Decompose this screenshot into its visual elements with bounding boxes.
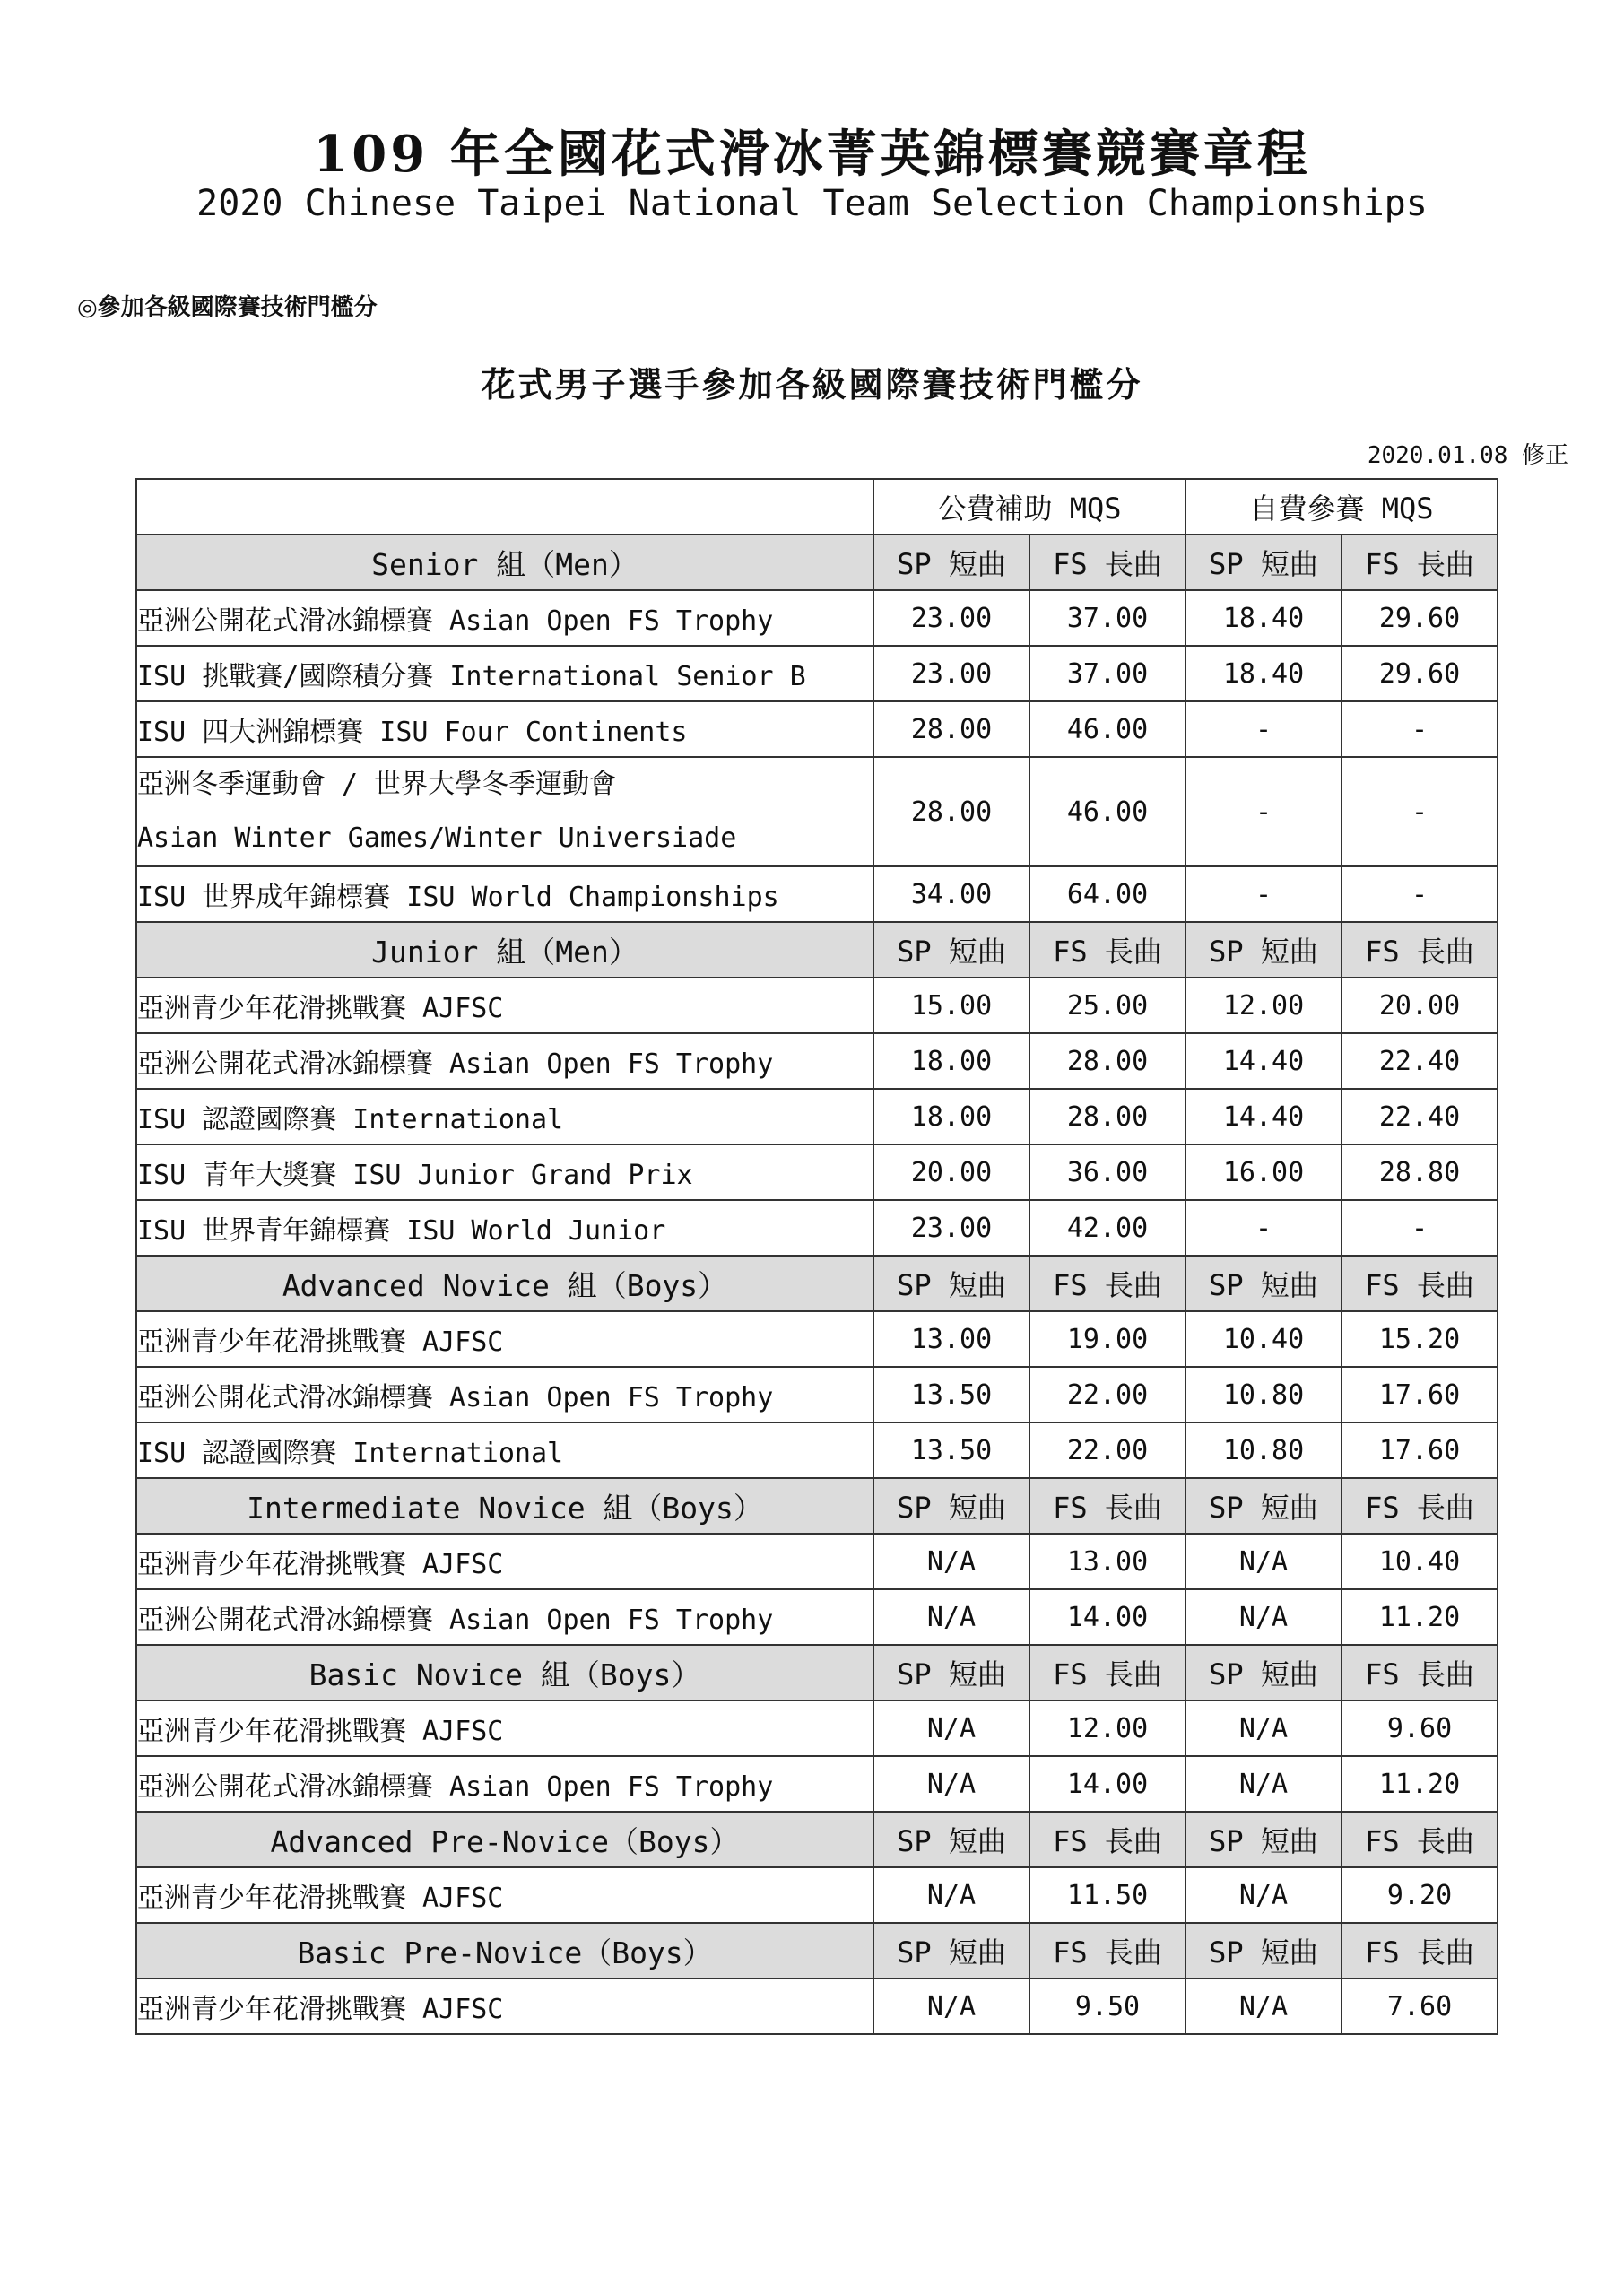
fs-self-value: 7.60 [1342,1979,1498,2034]
sp-self-value: N/A [1185,1589,1342,1645]
fs-self-value: - [1342,866,1498,922]
fs-self-value: 22.40 [1342,1033,1498,1089]
sp-public-value: 18.00 [873,1033,1029,1089]
fs-self-value: - [1342,701,1498,757]
fs-public-value: 42.00 [1029,1200,1185,1256]
category-header-row [136,1256,1498,1311]
sp-self-value: - [1185,701,1342,757]
fs-public-value: 14.00 [1029,1756,1185,1812]
event-name-cell [136,757,873,866]
category-header-row [136,922,1498,978]
sp-public-value: 23.00 [873,646,1029,701]
col-sp-public-header: SP 短曲 [873,1923,1029,1979]
fs-public-value: 12.00 [1029,1700,1185,1756]
event-name-cell: ISU 世界青年錦標賽 ISU World Junior [136,1200,873,1256]
fs-public-value: 37.00 [1029,646,1185,701]
event-name-cell: 亞洲青少年花滑挑戰賽 AJFSC [136,1700,873,1756]
category-name: Senior 組（Men） [136,535,873,590]
sp-public-value: 13.00 [873,1311,1029,1367]
col-sp-public-header: SP 短曲 [873,1812,1029,1867]
table-row [136,646,1498,701]
sp-public-value: 23.00 [873,1200,1029,1256]
sp-self-value: 10.40 [1185,1311,1342,1367]
col-fs-self-header: FS 長曲 [1342,1812,1498,1867]
mqs-table [135,478,1498,2035]
document-title-en: 2020 Chinese Taipei National Team Selection Championships [196,183,1428,224]
table-subtitle: 花式男子選手參加各級國際賽技術門檻分 [481,364,1143,404]
event-name-cell: 亞洲公開花式滑冰錦標賽 Asian Open FS Trophy [136,590,873,646]
sp-self-value: N/A [1185,1534,1342,1589]
fs-self-value: 29.60 [1342,646,1498,701]
fs-self-value: - [1342,757,1498,866]
self-funded-mqs-header: 自費參賽 MQS [1185,479,1498,535]
fs-self-value: 17.60 [1342,1422,1498,1478]
event-name-cell: ISU 認證國際賽 International [136,1422,873,1478]
col-sp-self-header: SP 短曲 [1185,535,1342,590]
table-row [136,757,1498,866]
category-header-row [136,1812,1498,1867]
sp-public-value: 13.50 [873,1367,1029,1422]
table-row [136,1534,1498,1589]
event-name-cell: ISU 四大洲錦標賽 ISU Four Continents [136,701,873,757]
event-name-cell: 亞洲青少年花滑挑戰賽 AJFSC [136,1534,873,1589]
category-header-row [136,1478,1498,1534]
col-sp-public-header: SP 短曲 [873,1256,1029,1311]
sp-self-value: N/A [1185,1756,1342,1812]
category-name: Basic Novice 組（Boys） [136,1645,873,1700]
col-sp-self-header: SP 短曲 [1185,1923,1342,1979]
event-name-cell: 亞洲青少年花滑挑戰賽 AJFSC [136,978,873,1033]
col-fs-public-header: FS 長曲 [1029,1812,1185,1867]
fs-self-value: 11.20 [1342,1589,1498,1645]
table-row [136,1144,1498,1200]
table-row [136,1311,1498,1367]
col-fs-self-header: FS 長曲 [1342,535,1498,590]
sp-self-value: N/A [1185,1979,1342,2034]
event-name-cell: 亞洲青少年花滑挑戰賽 AJFSC [136,1979,873,2034]
fs-self-value: 11.20 [1342,1756,1498,1812]
sp-self-value: 16.00 [1185,1144,1342,1200]
col-fs-public-header: FS 長曲 [1029,922,1185,978]
sp-self-value: 12.00 [1185,978,1342,1033]
col-fs-self-header: FS 長曲 [1342,1645,1498,1700]
fs-public-value: 14.00 [1029,1589,1185,1645]
fs-public-value: 37.00 [1029,590,1185,646]
col-fs-self-header: FS 長曲 [1342,1923,1498,1979]
sp-public-value: 15.00 [873,978,1029,1033]
sp-self-value: 18.40 [1185,646,1342,701]
category-header-row [136,535,1498,590]
fs-self-value: 17.60 [1342,1367,1498,1422]
col-sp-public-header: SP 短曲 [873,1478,1029,1534]
sp-public-value: 23.00 [873,590,1029,646]
sp-public-value: N/A [873,1756,1029,1812]
table-row [136,1033,1498,1089]
col-sp-self-header: SP 短曲 [1185,922,1342,978]
category-name: Basic Pre-Novice（Boys） [136,1923,873,1979]
fs-public-value: 22.00 [1029,1367,1185,1422]
table-row [136,1756,1498,1812]
col-sp-public-header: SP 短曲 [873,922,1029,978]
sp-self-value: 14.40 [1185,1089,1342,1144]
fs-public-value: 28.00 [1029,1089,1185,1144]
fs-self-value: 9.20 [1342,1867,1498,1923]
event-name-cell: ISU 青年大獎賽 ISU Junior Grand Prix [136,1144,873,1200]
sp-public-value: N/A [873,1589,1029,1645]
table-group-header-row [136,479,1498,535]
event-name-cell: 亞洲青少年花滑挑戰賽 AJFSC [136,1867,873,1923]
col-fs-public-header: FS 長曲 [1029,535,1185,590]
table-row [136,1422,1498,1478]
fs-public-value: 36.00 [1029,1144,1185,1200]
fs-public-value: 11.50 [1029,1867,1185,1923]
event-name-cell: ISU 認證國際賽 International [136,1089,873,1144]
col-fs-self-header: FS 長曲 [1342,1256,1498,1311]
event-name-cell: ISU 世界成年錦標賽 ISU World Championships [136,866,873,922]
table-row [136,1979,1498,2034]
category-name: Advanced Pre-Novice（Boys） [136,1812,873,1867]
table-row [136,590,1498,646]
col-fs-public-header: FS 長曲 [1029,1256,1185,1311]
fs-self-value: 10.40 [1342,1534,1498,1589]
sp-public-value: N/A [873,1979,1029,2034]
sp-public-value: N/A [873,1534,1029,1589]
fs-public-value: 22.00 [1029,1422,1185,1478]
sp-self-value: N/A [1185,1867,1342,1923]
table-row [136,1700,1498,1756]
sp-self-value: 10.80 [1185,1422,1342,1478]
event-name-cell: 亞洲公開花式滑冰錦標賽 Asian Open FS Trophy [136,1589,873,1645]
table-row [136,1367,1498,1422]
col-sp-public-header: SP 短曲 [873,535,1029,590]
fs-public-value: 9.50 [1029,1979,1185,2034]
table-row [136,1589,1498,1645]
table-row [136,1867,1498,1923]
col-sp-public-header: SP 短曲 [873,1645,1029,1700]
sp-self-value: 14.40 [1185,1033,1342,1089]
col-sp-self-header: SP 短曲 [1185,1645,1342,1700]
fs-self-value: 29.60 [1342,590,1498,646]
fs-public-value: 19.00 [1029,1311,1185,1367]
empty-header-cell [136,479,873,535]
category-name: Junior 組（Men） [136,922,873,978]
sp-self-value: 18.40 [1185,590,1342,646]
event-name-cell: 亞洲公開花式滑冰錦標賽 Asian Open FS Trophy [136,1756,873,1812]
col-fs-public-header: FS 長曲 [1029,1645,1185,1700]
sp-self-value: 10.80 [1185,1367,1342,1422]
col-sp-self-header: SP 短曲 [1185,1812,1342,1867]
fs-self-value: 9.60 [1342,1700,1498,1756]
col-fs-public-header: FS 長曲 [1029,1478,1185,1534]
sp-self-value: - [1185,866,1342,922]
fs-self-value: 28.80 [1342,1144,1498,1200]
sp-public-value: 20.00 [873,1144,1029,1200]
col-sp-self-header: SP 短曲 [1185,1256,1342,1311]
category-header-row [136,1645,1498,1700]
table-row [136,701,1498,757]
table-row [136,1200,1498,1256]
sp-public-value: N/A [873,1867,1029,1923]
event-name-line: Asian Winter Games/Winter Universiade [137,822,737,854]
event-name-cell: 亞洲公開花式滑冰錦標賽 Asian Open FS Trophy [136,1033,873,1089]
col-fs-public-header: FS 長曲 [1029,1923,1185,1979]
event-name-cell: 亞洲公開花式滑冰錦標賽 Asian Open FS Trophy [136,1367,873,1422]
document-title-zh: 109 年全國花式滑冰菁英錦標賽競賽章程 [313,125,1311,184]
sp-self-value: - [1185,1200,1342,1256]
fs-self-value: 22.40 [1342,1089,1498,1144]
category-header-row [136,1923,1498,1979]
category-name: Advanced Novice 組（Boys） [136,1256,873,1311]
sp-public-value: 18.00 [873,1089,1029,1144]
fs-self-value: - [1342,1200,1498,1256]
event-name-cell: ISU 挑戰賽/國際積分賽 International Senior B [136,646,873,701]
col-sp-self-header: SP 短曲 [1185,1478,1342,1534]
sp-self-value: N/A [1185,1700,1342,1756]
fs-public-value: 46.00 [1029,701,1185,757]
col-fs-self-header: FS 長曲 [1342,922,1498,978]
fs-self-value: 20.00 [1342,978,1498,1033]
fs-self-value: 15.20 [1342,1311,1498,1367]
sp-self-value: - [1185,757,1342,866]
fs-public-value: 46.00 [1029,757,1185,866]
section-note: ◎參加各級國際賽技術門檻分 [77,294,378,321]
public-mqs-header: 公費補助 MQS [873,479,1185,535]
sp-public-value: N/A [873,1700,1029,1756]
fs-public-value: 25.00 [1029,978,1185,1033]
table-row [136,866,1498,922]
sp-public-value: 13.50 [873,1422,1029,1478]
fs-public-value: 64.00 [1029,866,1185,922]
revision-date: 2020.01.08 修正 [1367,442,1568,469]
event-name-cell: 亞洲青少年花滑挑戰賽 AJFSC [136,1311,873,1367]
sp-public-value: 34.00 [873,866,1029,922]
sp-public-value: 28.00 [873,757,1029,866]
fs-public-value: 13.00 [1029,1534,1185,1589]
sp-public-value: 28.00 [873,701,1029,757]
fs-public-value: 28.00 [1029,1033,1185,1089]
col-fs-self-header: FS 長曲 [1342,1478,1498,1534]
event-name-line: 亞洲冬季運動會 / 世界大學冬季運動會 [137,769,617,800]
table-row [136,978,1498,1033]
category-name: Intermediate Novice 組（Boys） [136,1478,873,1534]
table-row [136,1089,1498,1144]
